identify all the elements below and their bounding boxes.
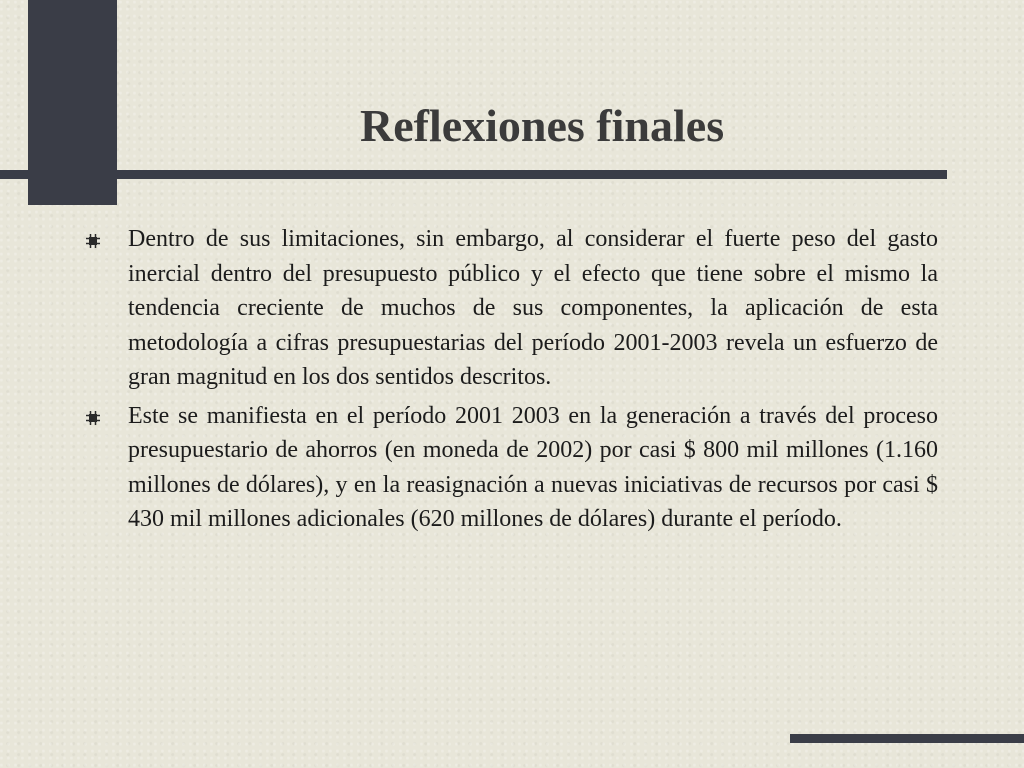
bullet-list [86,222,938,541]
slide-title: Reflexiones finales [360,100,725,151]
bullet-text-1: Dentro de sus limitaciones, sin embargo, al considerar el fuerte peso del gasto inercial dentro del presupuesto público y el efecto que tiene sobre el mismo la tendencia creciente de muchos de sus componentes, la aplicación de esta metodología a cifras presupuestarias del período 2001-2003 revela un esfuerzo de gran magnitud en los dos sentidos descritos. [128,226,938,390]
bottom-accent-bar [790,734,1024,743]
bullet-item-1 [86,222,938,395]
title-divider-bar [0,170,947,179]
hash-square-bullet-icon [86,411,100,425]
bullet-text-2: Este se manifiesta en el período 2001 2003 en la generación a través del proceso presupuestario de ahorros (en moneda de 2002) por casi $ 800 mil millones (1.160 millones de dólares), y en la reasignación a nuevas iniciativas de recursos por casi $ 430 mil millones adicionales (620 millones de dólares) durante el período. [128,402,938,532]
hash-square-bullet-icon [86,234,100,248]
bullet-item-2 [86,399,938,537]
